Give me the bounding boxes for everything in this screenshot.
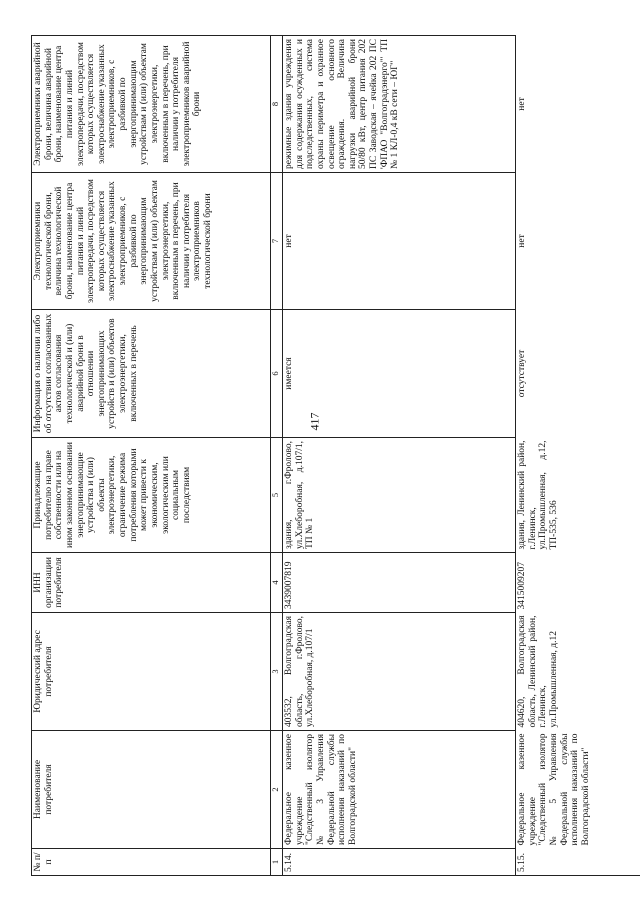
header-devices: Принадлежащие потребителю на праве собственности или на ином законном основании энергопринимающие устройства и (или) объекты электроэнергетики, ограничение режима потребления которыми может привести к экономическим, экологическим или социальным последствиям: [32, 438, 271, 553]
devices: здания, г.Фролово, ул.Хлеборобная, д.107/1, ТП № 1: [283, 438, 516, 553]
column-number: 4: [271, 553, 283, 613]
header-legal-address: Юридический адрес потребителя: [32, 613, 271, 731]
header-row: [32, 36, 271, 876]
table-row: [516, 36, 640, 876]
consumers-table: [31, 35, 640, 876]
acts-status: имеется: [283, 310, 516, 438]
inn: 3415009207: [516, 553, 640, 613]
column-numbers-row: [271, 36, 283, 876]
legal-address: 403532, Волгоградская область, г.Фролово, ул.Хлеборобная, д.107/1: [283, 613, 516, 731]
header-tech-reserve: Электроприемники технологической брони, величина технологической брони, наименование центра питания и линий электропередачи, посредством которых осуществляется электроснабжение указанных электроприемников, с разбивкой по энергопринимающим устройствам и (или) объектам электроэнергетики, включенным в перечень, при наличии у потребителя электроприемников технологической брони: [32, 173, 271, 310]
row-number: 5.15.: [516, 849, 640, 876]
rotated-table-container: [31, 36, 606, 876]
column-number: 7: [271, 173, 283, 310]
column-number: 3: [271, 613, 283, 731]
header-number: № п/п: [32, 849, 271, 876]
emergency-reserve: [283, 36, 516, 173]
column-number: 2: [271, 731, 283, 849]
emergency-reserve-text: режимные здания учреждения для содержания осужденных и подследственных, система охраны периметра и охранное освещение основного ограждения. Величина нагрузки аварийной брони 50/80 кВт, центр питания 202 ПС Заводская – ячейка 202 ПС 'ФПАО "Волгоградэнерго"' ТП № 1 КЛ-0,4 кВ: [284, 39, 401, 169]
legal-address: 404620, Волгоградская область, Ленинский район, г.Ленинск, ул.Промышленная, д.12: [516, 613, 640, 731]
column-number: 8: [271, 36, 283, 173]
consumer-name: Федеральное казенное учреждение "Следственный изолятор № 5 Управления Федеральной службы исполнения наказаний по Волгоградской области": [516, 731, 640, 849]
consumer-name: Федеральное казенное учреждение "Следственный изолятор № 3 Управления Федеральной службы исполнения наказаний по Волгоградской области": [283, 731, 516, 849]
tech-reserve: нет: [283, 173, 516, 310]
page-number: 417: [307, 412, 322, 431]
emergency-reserve: нет: [516, 36, 640, 173]
acts-status: отсутствует: [516, 310, 640, 438]
header-emergency-reserve: Электроприемники аварийной брони, величина аварийной брони, наименование центра питания и линий электропередачи, посредством которых осуществляется электроснабжение указанных электроприемников, с разбивкой по энергопринимающим устройствам и (или) объектам электроэнергетики, включенным в перечень, при наличии у потребителя электроприемников аварийной брони: [32, 36, 271, 173]
column-number: 6: [271, 310, 283, 438]
emergency-reserve-extra: сети – ЮГ": [390, 60, 401, 107]
tech-reserve: нет: [516, 173, 640, 310]
header-acts: Информация о наличии либо об отсутствии согласованных актов согласования технологической и (или) аварийной брони в отношении энергопринимающих устройств и (или) объектов электроэнергетики, включенных в перечень: [32, 310, 271, 438]
column-number: 1: [271, 849, 283, 876]
inn: 3439007819: [283, 553, 516, 613]
header-inn: ИНН организации потребителя: [32, 553, 271, 613]
devices: здания, Ленинский район, г.Ленинск, ул.Промышленная, д.12, ТП-535, 536: [516, 438, 640, 553]
header-consumer-name: Наименование потребителя: [32, 731, 271, 849]
table-row: [283, 36, 516, 876]
column-number: 5: [271, 438, 283, 553]
row-number: 5.14.: [283, 849, 516, 876]
